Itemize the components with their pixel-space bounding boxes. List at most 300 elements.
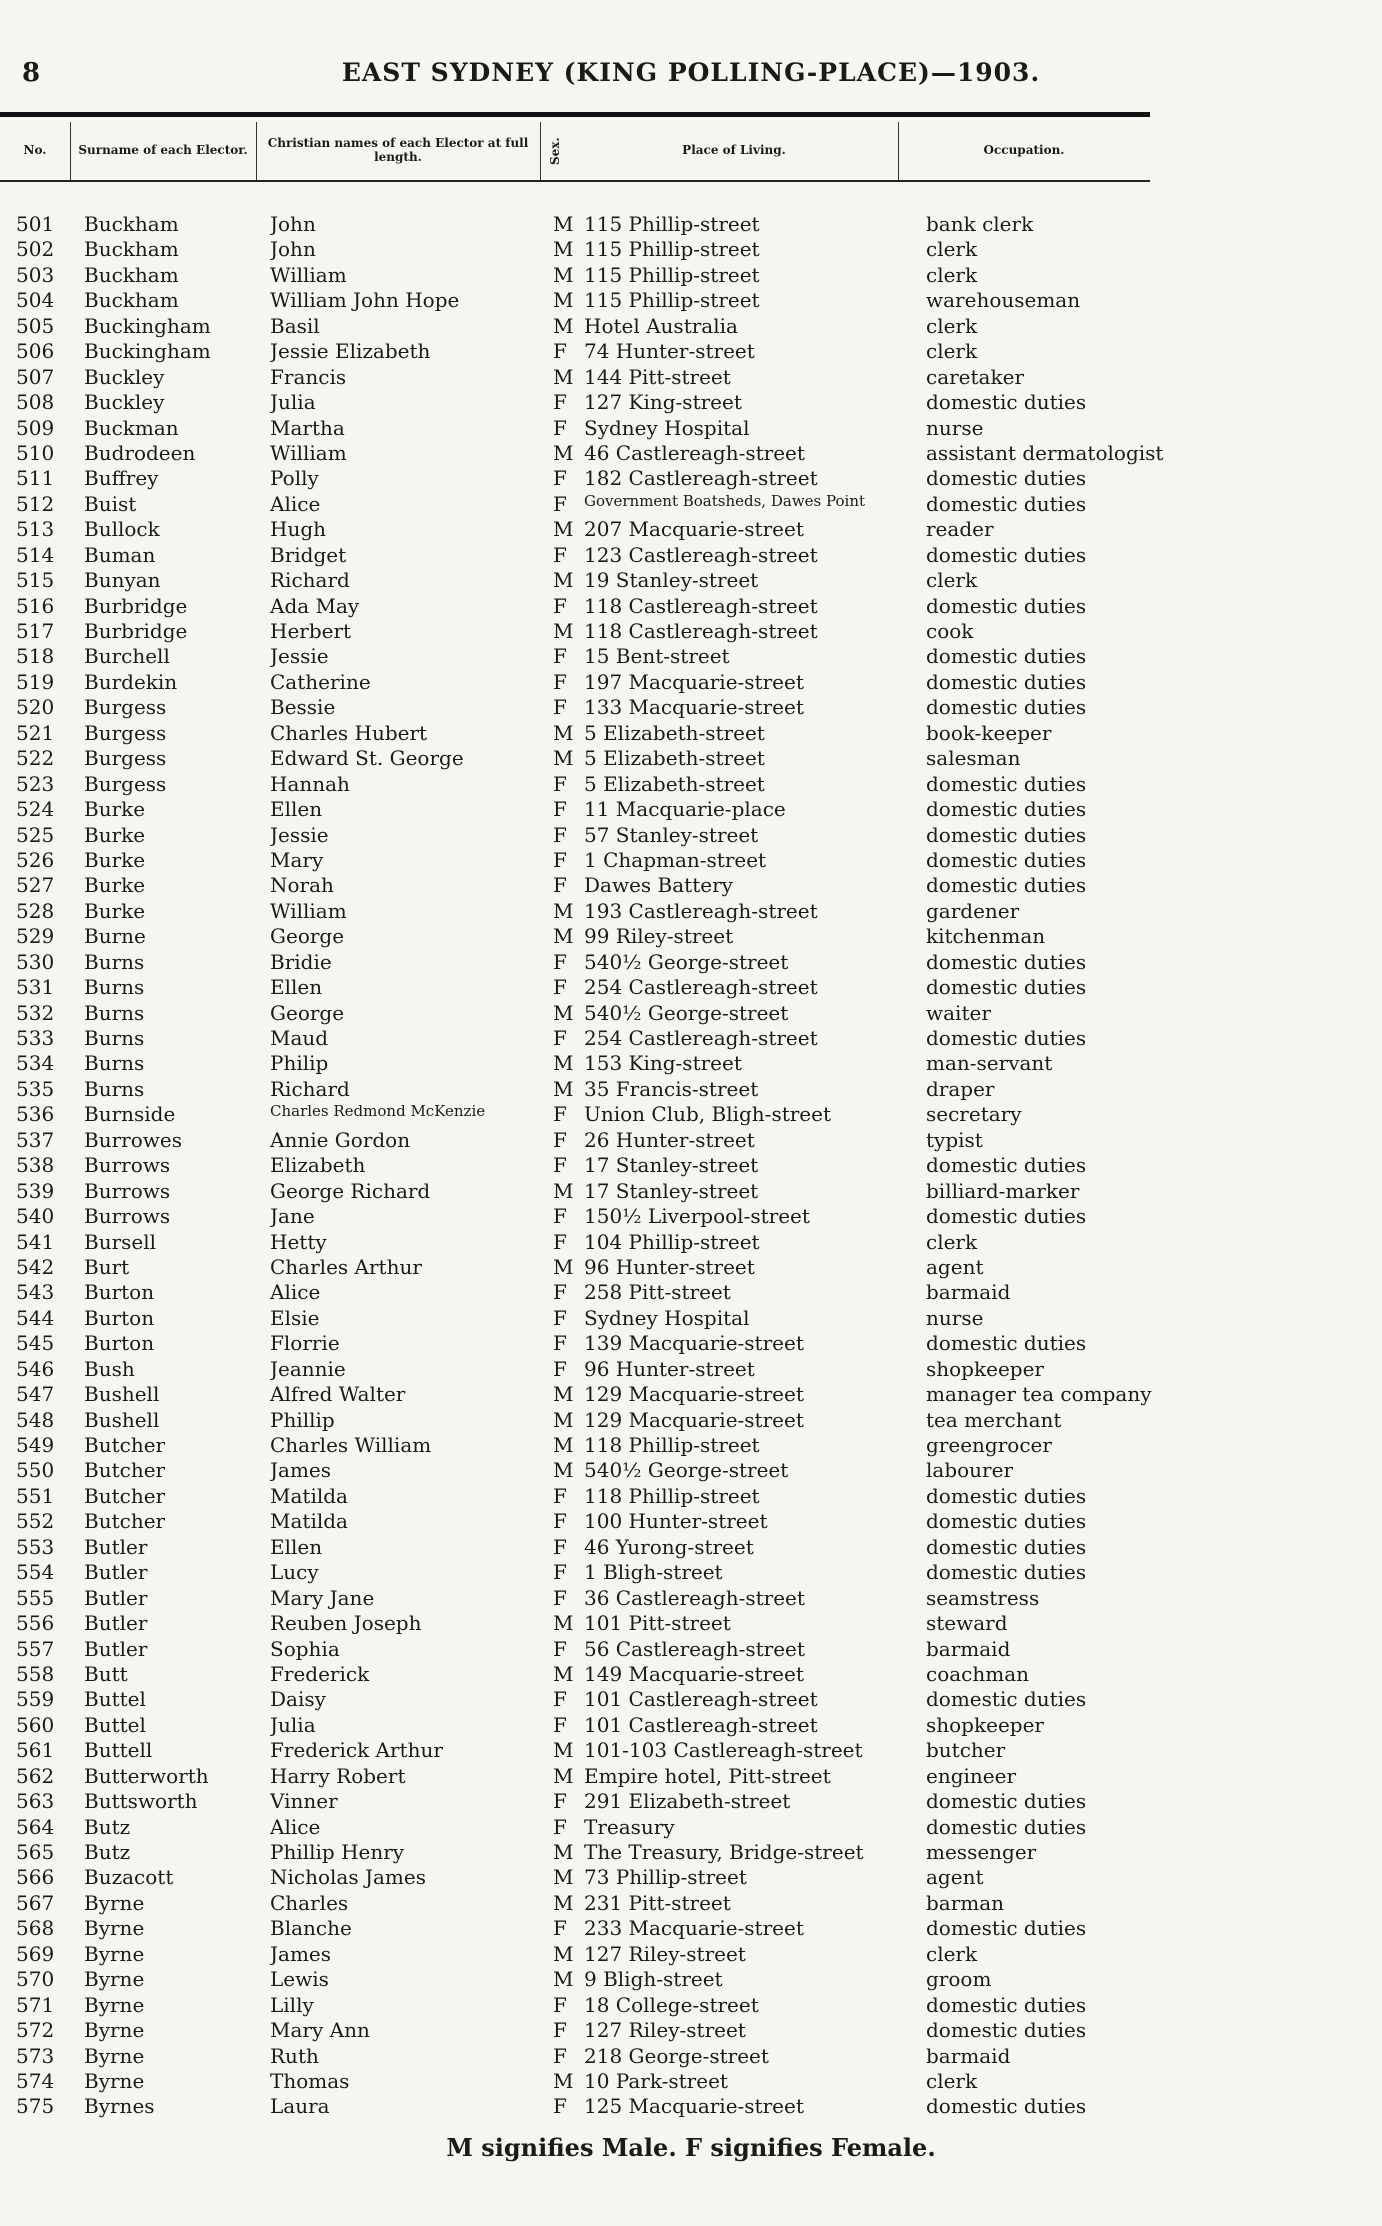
elector-surname: Butz (84, 1814, 131, 1839)
elector-number: 525 (16, 822, 55, 847)
elector-place-of-living: 129 Macquarie-street (584, 1382, 804, 1407)
column-header-row (0, 122, 1150, 182)
elector-number: 510 (16, 440, 55, 465)
elector-christian-names: Jessie (270, 644, 329, 669)
elector-occupation: book-keeper (926, 720, 1052, 745)
elector-christian-names: Bridget (270, 542, 347, 567)
elector-surname: Buckham (84, 212, 179, 236)
elector-surname: Bunyan (84, 568, 161, 593)
elector-place-of-living: Government Boatsheds, Dawes Point (584, 491, 866, 510)
elector-christian-names: William John Hope (270, 288, 460, 313)
elector-sex: F (553, 2094, 567, 2119)
elector-sex: F (553, 1305, 567, 1330)
elector-number: 571 (16, 1992, 55, 2017)
elector-sex: M (553, 1458, 574, 1483)
table-row (0, 721, 1180, 746)
elector-number: 574 (16, 2068, 55, 2093)
elector-surname: Buzacott (84, 1865, 174, 1890)
elector-christian-names: William (270, 898, 347, 923)
elector-christian-names: Vinner (270, 1789, 338, 1814)
elector-place-of-living: 125 Macquarie-street (584, 2094, 804, 2119)
elector-surname: Buckingham (84, 313, 211, 338)
elector-christian-names: Harry Robert (270, 1763, 406, 1788)
elector-place-of-living: 5 Elizabeth-street (584, 720, 765, 745)
elector-surname: Byrne (84, 1890, 145, 1915)
elector-occupation: domestic duties (926, 2094, 1087, 2119)
table-row (0, 1179, 1180, 1204)
elector-occupation: caretaker (926, 364, 1024, 389)
elector-sex: M (553, 237, 574, 262)
elector-sex: M (553, 2068, 574, 2093)
elector-surname: Butcher (84, 1483, 166, 1508)
elector-occupation: nurse (926, 415, 984, 440)
elector-occupation: shopkeeper (926, 1712, 1044, 1737)
elector-surname: Bushell (84, 1382, 160, 1407)
table-row (0, 1815, 1180, 1840)
elector-number: 528 (16, 898, 55, 923)
elector-place-of-living: 207 Macquarie-street (584, 517, 804, 542)
elector-occupation: clerk (926, 568, 978, 593)
column-header-surname: Surname of each Elector. (70, 122, 257, 180)
elector-occupation: domestic duties (926, 1687, 1087, 1712)
elector-number: 526 (16, 847, 55, 872)
elector-sex: F (553, 593, 567, 618)
table-row (0, 1891, 1180, 1916)
elector-surname: Buist (84, 491, 137, 516)
elector-christian-names: Jane (270, 1204, 315, 1229)
elector-place-of-living: 149 Macquarie-street (584, 1661, 804, 1686)
elector-christian-names: Alice (270, 491, 321, 516)
elector-christian-names: Edward St. George (270, 746, 464, 771)
column-header-sex: Sex. (540, 122, 571, 180)
elector-occupation: messenger (926, 1840, 1037, 1864)
elector-place-of-living: 100 Hunter-street (584, 1509, 768, 1534)
elector-sex: M (553, 1254, 574, 1279)
elector-sex: M (553, 1890, 574, 1915)
elector-christian-names: William (270, 262, 347, 287)
elector-place-of-living: 57 Stanley-street (584, 822, 759, 847)
elector-sex: F (553, 1534, 567, 1559)
elector-sex: F (553, 1331, 567, 1356)
table-row (0, 1280, 1180, 1305)
elector-christian-names: Thomas (270, 2068, 350, 2093)
elector-place-of-living: 46 Castlereagh-street (584, 440, 805, 465)
elector-sex: M (553, 364, 574, 389)
elector-sex: M (553, 440, 574, 465)
table-row (0, 1382, 1180, 1407)
elector-number: 531 (16, 975, 55, 1000)
elector-place-of-living: 15 Bent-street (584, 644, 730, 669)
elector-place-of-living: 115 Phillip-street (584, 288, 760, 313)
elector-occupation: domestic duties (926, 1331, 1087, 1356)
elector-number: 539 (16, 1178, 55, 1203)
elector-occupation: domestic duties (926, 1026, 1087, 1050)
elector-sex: F (553, 1814, 567, 1839)
elector-christian-names: George Richard (270, 1178, 431, 1203)
elector-christian-names: Mary Ann (270, 2018, 370, 2043)
table-row (0, 1051, 1180, 1076)
elector-number: 563 (16, 1789, 55, 1814)
table-row (0, 288, 1180, 313)
table-row (0, 263, 1180, 288)
elector-surname: Butler (84, 1611, 148, 1636)
elector-place-of-living: 540½ George-street (584, 1458, 789, 1483)
elector-occupation: domestic duties (926, 593, 1087, 618)
elector-sex: F (553, 1789, 567, 1814)
elector-place-of-living: 540½ George-street (584, 949, 789, 974)
elector-place-of-living: 96 Hunter-street (584, 1356, 755, 1381)
elector-sex: F (553, 669, 567, 694)
elector-number: 553 (16, 1534, 55, 1559)
elector-occupation: manager tea company (926, 1382, 1152, 1407)
header-rule (0, 112, 1150, 117)
elector-surname: Burt (84, 1254, 130, 1279)
elector-occupation: domestic duties (926, 949, 1087, 974)
elector-number: 513 (16, 517, 55, 542)
elector-christian-names: Herbert (270, 619, 352, 643)
elector-place-of-living: 56 Castlereagh-street (584, 1636, 805, 1661)
elector-sex: M (553, 1611, 574, 1636)
elector-place-of-living: 254 Castlereagh-street (584, 975, 818, 1000)
elector-sex: F (553, 339, 567, 364)
elector-christian-names: Elsie (270, 1305, 320, 1330)
elector-surname: Butler (84, 1534, 148, 1559)
elector-sex: F (553, 1916, 567, 1941)
elector-surname: Burgess (84, 771, 167, 796)
elector-christian-names: Charles Hubert (270, 720, 428, 745)
elector-place-of-living: 1 Bligh-street (584, 1560, 723, 1585)
elector-surname: Byrne (84, 2043, 145, 2068)
table-row (0, 1255, 1180, 1280)
table-row (0, 1993, 1180, 2018)
elector-christian-names: Nicholas James (270, 1865, 426, 1890)
elector-place-of-living: 17 Stanley-street (584, 1178, 759, 1203)
table-row (0, 212, 1180, 237)
elector-christian-names: William (270, 440, 347, 465)
elector-surname: Bursell (84, 1229, 157, 1254)
elector-place-of-living: Sydney Hospital (584, 1305, 750, 1330)
elector-sex: F (553, 1636, 567, 1661)
elector-surname: Buckley (84, 390, 165, 415)
elector-number: 545 (16, 1331, 55, 1356)
elector-christian-names: James (270, 1941, 332, 1966)
elector-sex: F (553, 1585, 567, 1610)
elector-number: 554 (16, 1560, 55, 1585)
elector-sex: M (553, 1382, 574, 1407)
elector-surname: Burke (84, 898, 146, 923)
table-row (0, 543, 1180, 568)
elector-occupation: warehouseman (926, 288, 1081, 313)
elector-occupation: barmaid (926, 1280, 1011, 1305)
elector-christian-names: Bessie (270, 695, 336, 720)
table-row (0, 848, 1180, 873)
column-header-place-of-living: Place of Living. (570, 122, 899, 180)
elector-place-of-living: 254 Castlereagh-street (584, 1026, 818, 1050)
elector-christian-names: James (270, 1458, 332, 1483)
elector-sex: F (553, 1687, 567, 1712)
elector-place-of-living: 101-103 Castlereagh-street (584, 1738, 863, 1763)
elector-surname: Burns (84, 1051, 145, 1076)
elector-christian-names: Lilly (270, 1992, 314, 2017)
elector-number: 572 (16, 2018, 55, 2043)
elector-place-of-living: 5 Elizabeth-street (584, 771, 765, 796)
elector-surname: Butler (84, 1585, 148, 1610)
elector-number: 557 (16, 1636, 55, 1661)
table-row (0, 975, 1180, 1000)
elector-occupation: engineer (926, 1763, 1017, 1788)
elector-occupation: clerk (926, 2068, 978, 2093)
elector-occupation: kitchenman (926, 924, 1046, 949)
table-row (0, 1865, 1180, 1890)
elector-number: 566 (16, 1865, 55, 1890)
elector-number: 502 (16, 237, 55, 262)
elector-number: 541 (16, 1229, 55, 1254)
elector-occupation: tea merchant (926, 1407, 1062, 1432)
elector-place-of-living: 26 Hunter-street (584, 1127, 755, 1152)
elector-number: 575 (16, 2094, 55, 2119)
elector-christian-names: Richard (270, 1076, 350, 1101)
elector-place-of-living: 96 Hunter-street (584, 1254, 755, 1279)
elector-surname: Byrnes (84, 2094, 155, 2119)
elector-christian-names: Jessie (270, 822, 329, 847)
elector-place-of-living: 115 Phillip-street (584, 262, 760, 287)
elector-place-of-living: 291 Elizabeth-street (584, 1789, 791, 1814)
elector-occupation: domestic duties (926, 1560, 1087, 1585)
elector-number: 532 (16, 1000, 55, 1025)
table-row (0, 441, 1180, 466)
elector-occupation: typist (926, 1127, 983, 1152)
elector-christian-names: Ada May (270, 593, 360, 618)
table-row (0, 1560, 1180, 1585)
table-row (0, 390, 1180, 415)
elector-sex: F (553, 771, 567, 796)
elector-place-of-living: 218 George-street (584, 2043, 769, 2068)
elector-sex: M (553, 517, 574, 542)
elector-surname: Byrne (84, 2018, 145, 2043)
elector-occupation: coachman (926, 1661, 1030, 1686)
elector-place-of-living: 99 Riley-street (584, 924, 734, 949)
table-row (0, 1789, 1180, 1814)
elector-sex: M (553, 1433, 574, 1457)
elector-surname: Burne (84, 924, 146, 949)
table-row (0, 1026, 1180, 1051)
table-row (0, 797, 1180, 822)
elector-place-of-living: 139 Macquarie-street (584, 1331, 804, 1356)
elector-number: 552 (16, 1509, 55, 1534)
elector-place-of-living: 73 Phillip-street (584, 1865, 747, 1890)
elector-number: 546 (16, 1356, 55, 1381)
elector-sex: F (553, 1992, 567, 2017)
table-row (0, 1586, 1180, 1611)
elector-place-of-living: 35 Francis-street (584, 1076, 759, 1101)
elector-sex: F (553, 1102, 567, 1127)
table-row (0, 619, 1180, 644)
elector-place-of-living: 17 Stanley-street (584, 1153, 759, 1178)
elector-number: 538 (16, 1153, 55, 1178)
elector-sex: F (553, 1356, 567, 1381)
table-row (0, 2018, 1180, 2043)
elector-occupation: shopkeeper (926, 1356, 1044, 1381)
elector-christian-names: Francis (270, 364, 347, 389)
elector-number: 503 (16, 262, 55, 287)
table-row (0, 594, 1180, 619)
elector-occupation: clerk (926, 339, 978, 364)
elector-sex: F (553, 466, 567, 491)
elector-occupation: bank clerk (926, 212, 1034, 236)
elector-occupation: greengrocer (926, 1433, 1052, 1457)
elector-christian-names: Basil (270, 313, 320, 338)
table-row (0, 1611, 1180, 1636)
elector-number: 559 (16, 1687, 55, 1712)
elector-christian-names: John (270, 237, 316, 262)
elector-occupation: groom (926, 1967, 992, 1992)
elector-christian-names: Frederick Arthur (270, 1738, 443, 1763)
elector-place-of-living: 258 Pitt-street (584, 1280, 731, 1305)
elector-occupation: waiter (926, 1000, 991, 1025)
elector-sex: F (553, 644, 567, 669)
table-row (0, 1662, 1180, 1687)
elector-surname: Butt (84, 1661, 128, 1686)
elector-place-of-living: 101 Castlereagh-street (584, 1712, 818, 1737)
elector-place-of-living: 74 Hunter-street (584, 339, 755, 364)
elector-place-of-living: 18 College-street (584, 1992, 759, 2017)
elector-occupation: man-servant (926, 1051, 1053, 1076)
table-row (0, 517, 1180, 542)
elector-occupation: domestic duties (926, 873, 1087, 898)
elector-place-of-living: 9 Bligh-street (584, 1967, 723, 1992)
elector-sex: F (553, 2018, 567, 2043)
elector-sex: M (553, 262, 574, 287)
elector-occupation: secretary (926, 1102, 1022, 1127)
elector-christian-names: Hetty (270, 1229, 327, 1254)
elector-occupation: domestic duties (926, 1992, 1087, 2017)
elector-christian-names: Ellen (270, 797, 323, 822)
elector-number: 530 (16, 949, 55, 974)
elector-christian-names: Ellen (270, 1534, 323, 1559)
elector-surname: Burns (84, 1076, 145, 1101)
elector-surname: Bush (84, 1356, 135, 1381)
table-row (0, 1153, 1180, 1178)
table-row (0, 1916, 1180, 1941)
elector-occupation: barman (926, 1890, 1005, 1915)
elector-christian-names: George (270, 924, 345, 949)
elector-surname: Byrne (84, 1941, 145, 1966)
elector-sex: F (553, 975, 567, 1000)
elector-place-of-living: 127 King-street (584, 390, 742, 415)
elector-place-of-living: 1 Chapman-street (584, 847, 767, 872)
elector-christian-names: Florrie (270, 1331, 340, 1356)
elector-sex: M (553, 1941, 574, 1966)
elector-occupation: domestic duties (926, 1483, 1087, 1508)
elector-occupation: domestic duties (926, 1534, 1087, 1559)
elector-surname: Burton (84, 1331, 155, 1356)
elector-number: 524 (16, 797, 55, 822)
elector-surname: Buckham (84, 288, 179, 313)
elector-christian-names: Daisy (270, 1687, 326, 1712)
elector-number: 523 (16, 771, 55, 796)
elector-sex: M (553, 720, 574, 745)
elector-surname: Burke (84, 847, 146, 872)
table-row (0, 1967, 1180, 1992)
elector-occupation: clerk (926, 262, 978, 287)
elector-number: 521 (16, 720, 55, 745)
elector-place-of-living: 118 Phillip-street (584, 1483, 760, 1508)
elector-occupation: domestic duties (926, 822, 1087, 847)
elector-place-of-living: 115 Phillip-street (584, 237, 760, 262)
elector-surname: Burrows (84, 1178, 171, 1203)
elector-number: 529 (16, 924, 55, 949)
footer-note: M signifies Male. F signifies Female. (446, 2133, 936, 2162)
elector-number: 556 (16, 1611, 55, 1636)
elector-christian-names: Sophia (270, 1636, 340, 1661)
elector-occupation: domestic duties (926, 1509, 1087, 1534)
elector-sex: M (553, 746, 574, 771)
table-row (0, 1408, 1180, 1433)
elector-occupation: domestic duties (926, 644, 1087, 669)
elector-number: 555 (16, 1585, 55, 1610)
elector-christian-names: Reuben Joseph (270, 1611, 422, 1636)
elector-surname: Butler (84, 1560, 148, 1585)
elector-number: 520 (16, 695, 55, 720)
table-row (0, 1204, 1180, 1229)
table-row (0, 1102, 1180, 1127)
elector-number: 568 (16, 1916, 55, 1941)
elector-sex: F (553, 1229, 567, 1254)
table-row (0, 1738, 1180, 1763)
elector-occupation: domestic duties (926, 466, 1087, 491)
elector-sex: F (553, 1153, 567, 1178)
elector-christian-names: Maud (270, 1026, 329, 1050)
elector-christian-names: Laura (270, 2094, 330, 2119)
elector-surname: Butcher (84, 1458, 166, 1483)
elector-place-of-living: 193 Castlereagh-street (584, 898, 818, 923)
elector-place-of-living: Treasury (584, 1814, 675, 1839)
elector-place-of-living: Sydney Hospital (584, 415, 750, 440)
elector-occupation: domestic duties (926, 797, 1087, 822)
elector-occupation: domestic duties (926, 847, 1087, 872)
elector-place-of-living: 19 Stanley-street (584, 568, 759, 593)
elector-occupation: labourer (926, 1458, 1014, 1483)
elector-number: 522 (16, 746, 55, 771)
elector-christian-names: Phillip (270, 1407, 335, 1432)
elector-surname: Budrodeen (84, 440, 196, 465)
elector-christian-names: Annie Gordon (270, 1127, 411, 1152)
elector-surname: Burrows (84, 1153, 171, 1178)
elector-surname: Buckingham (84, 339, 211, 364)
elector-occupation: domestic duties (926, 1204, 1087, 1229)
elector-number: 562 (16, 1763, 55, 1788)
table-row (0, 1077, 1180, 1102)
elector-surname: Byrne (84, 2068, 145, 2093)
elector-christian-names: Charles Redmond McKenzie (270, 1102, 486, 1121)
elector-occupation: domestic duties (926, 1789, 1087, 1814)
elector-place-of-living: 5 Elizabeth-street (584, 746, 765, 771)
elector-occupation: domestic duties (926, 975, 1087, 1000)
elector-number: 514 (16, 542, 55, 567)
table-row (0, 1230, 1180, 1255)
elector-christian-names: Catherine (270, 669, 371, 694)
table-row (0, 314, 1180, 339)
column-header-no: No. (0, 122, 71, 180)
elector-number: 508 (16, 390, 55, 415)
elector-occupation: draper (926, 1076, 995, 1101)
elector-place-of-living: 11 Macquarie-place (584, 797, 786, 822)
elector-place-of-living: Empire hotel, Pitt-street (584, 1763, 831, 1788)
elector-occupation: cook (926, 619, 974, 643)
elector-surname: Burton (84, 1305, 155, 1330)
elector-number: 549 (16, 1433, 55, 1457)
elector-surname: Burns (84, 1026, 145, 1050)
